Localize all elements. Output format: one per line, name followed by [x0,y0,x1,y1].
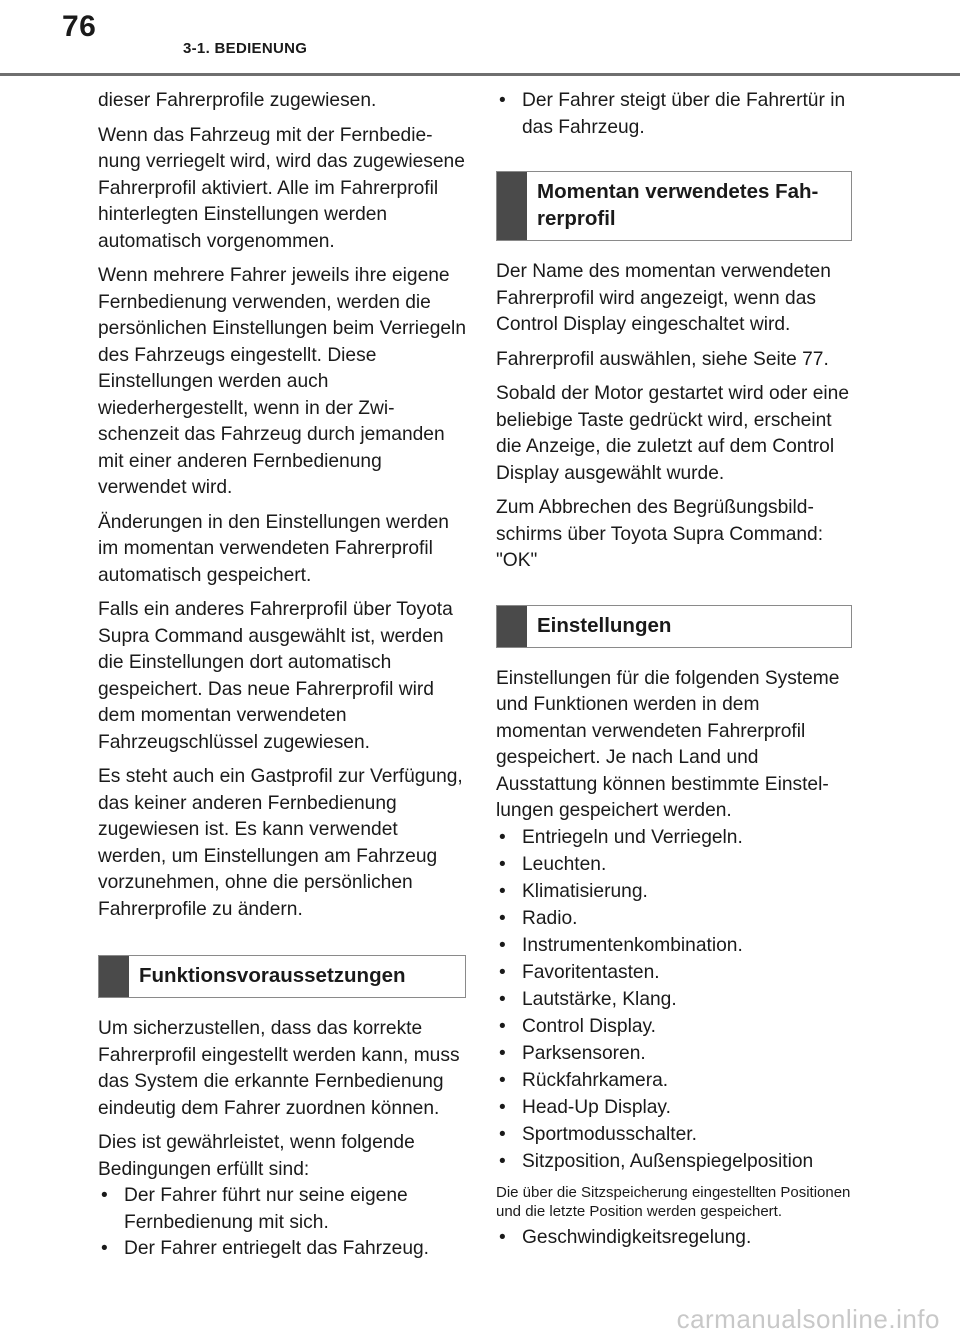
paragraph: Dies ist gewährleistet, wenn folgende Bedingungen erfüllt sind: [98,1132,415,1180]
section-heading-box [98,955,466,998]
list-item: • Leuchten. [496,852,852,879]
right-column [496,88,852,1260]
section-heading: Funktionsvoraussetzungen [139,964,406,987]
paragraph: Um sicherzustellen, dass das korrekte Fahrerprofil eingestellt werden kann, muss das System die erkannte Fernbedienung eindeutig dem Fahrer zuordnen können. [98,1018,460,1119]
list-item: • Klimatisierung. [496,879,852,906]
note-text: Die über die Sitzspeicherung eingestellten Positionen und die letzte Position werden gespeichert. [496,1184,851,1220]
paragraph: Änderungen in den Einstellungen werden im momentan verwendeten Fahrerprofil automatisch gespeichert. [98,511,449,586]
list-item: • Der Fahrer entriegelt das Fahrzeug. [98,1236,466,1263]
list-item: • Radio. [496,906,852,933]
list-item: • Geschwindigkeitsregelung. [496,1225,852,1252]
list-item: • Der Fahrer führt nur seine eigene Fernbedienung mit sich. [98,1183,466,1236]
paragraph: Einstellungen für die folgenden Systeme und Funktionen werden in dem momentan verwendeten Fahrerprofil gespeichert. Je nach Land und Ausstattung können bestimmte Einstellungen gespeichert werden. [496,667,840,821]
bullet-list [98,1183,466,1263]
paragraph: Fahrerprofil auswählen, siehe Seite 77. [496,348,829,370]
list-item: • Lautstärke, Klang. [496,987,852,1014]
left-column [98,88,466,1271]
paragraph: dieser Fahrerprofile zugewiesen. [98,90,377,111]
heading-bar [497,606,527,647]
section-heading: Einstellungen [537,613,672,637]
list-item: • Der Fahrer steigt über die Fahrertür in das Fahrzeug. [496,88,852,141]
list-item: • Instrumentenkombination. [496,933,852,960]
bullet-list [496,1225,852,1252]
settings-list [496,825,852,1176]
paragraph: Sobald der Motor gestartet wird oder eine beliebige Taste gedrückt wird, erscheint die Anzeige, die zuletzt auf dem Control Display ausgewählt wurde. [496,383,850,484]
header-divider [0,73,960,76]
paragraph: Es steht auch ein Gastprofil zur Verfügung, das keiner anderen Fernbedienung zugewiesen ist. Es kann verwendet werden, um Einstellungen am Fahrzeug vorzunehmen, ohne die persönlichen Fahrerprofile zu ändern. [98,766,463,920]
paragraph: Falls ein anderes Fahrerprofil über Toyota Supra Command ausgewählt ist, werden die Einstellungen dort automatisch gespeichert. Das neue Fahrerprofil wird dem momentan verwendeten Fahrzeugschlüssel zugewiesen. [98,599,453,753]
page-number: 76 [62,10,97,43]
list-item: • Head-Up Display. [496,1095,852,1122]
section-title: 3-1. BEDIENUNG [183,40,308,57]
list-item: • Sportmodusschalter. [496,1122,852,1149]
section-heading-box [496,171,852,241]
list-item: • Parksensoren. [496,1041,852,1068]
bullet-list [496,88,852,141]
page-header [0,0,960,78]
list-item: • Rückfahrkamera. [496,1068,852,1095]
paragraph: Der Name des momentan verwendeten Fahrerprofil wird angezeigt, wenn das Control Display eingeschaltet wird. [496,261,831,335]
list-item: • Entriegeln und Verriegeln. [496,825,852,852]
watermark: carmanualsonline.info [676,1304,940,1334]
heading-bar [497,172,527,240]
list-item: • Favoritentasten. [496,960,852,987]
paragraph: Wenn das Fahrzeug mit der Fernbedienung verriegelt wird, wird das zugewiesene Fahrerprofil aktiviert. Alle im Fahrerprofil hinterlegten Einstellungen werden automatisch vorgenommen. [98,124,465,252]
section-heading-box [496,605,852,648]
section-heading: Momentan verwendetes Fahrerprofil [537,180,819,230]
list-item: • Sitzposition, Außenspiegelposition [496,1149,852,1176]
heading-bar [99,956,129,997]
paragraph: Wenn mehrere Fahrer jeweils ihre eigene Fernbedienung verwenden, werden die persönlichen Einstellungen beim Verriegeln des Fahrzeugs eingestellt. Diese Einstellungen werden auch wiederhergestellt, wenn in der Zwischenzeit das Fahrzeug durch jemanden mit einer anderen Fernbedienung verwendet wird. [98,265,466,498]
list-item: • Control Display. [496,1014,852,1041]
paragraph: Zum Abbrechen des Begrüßungsbildschirms über Toyota Supra Command: "OK" [496,497,824,571]
